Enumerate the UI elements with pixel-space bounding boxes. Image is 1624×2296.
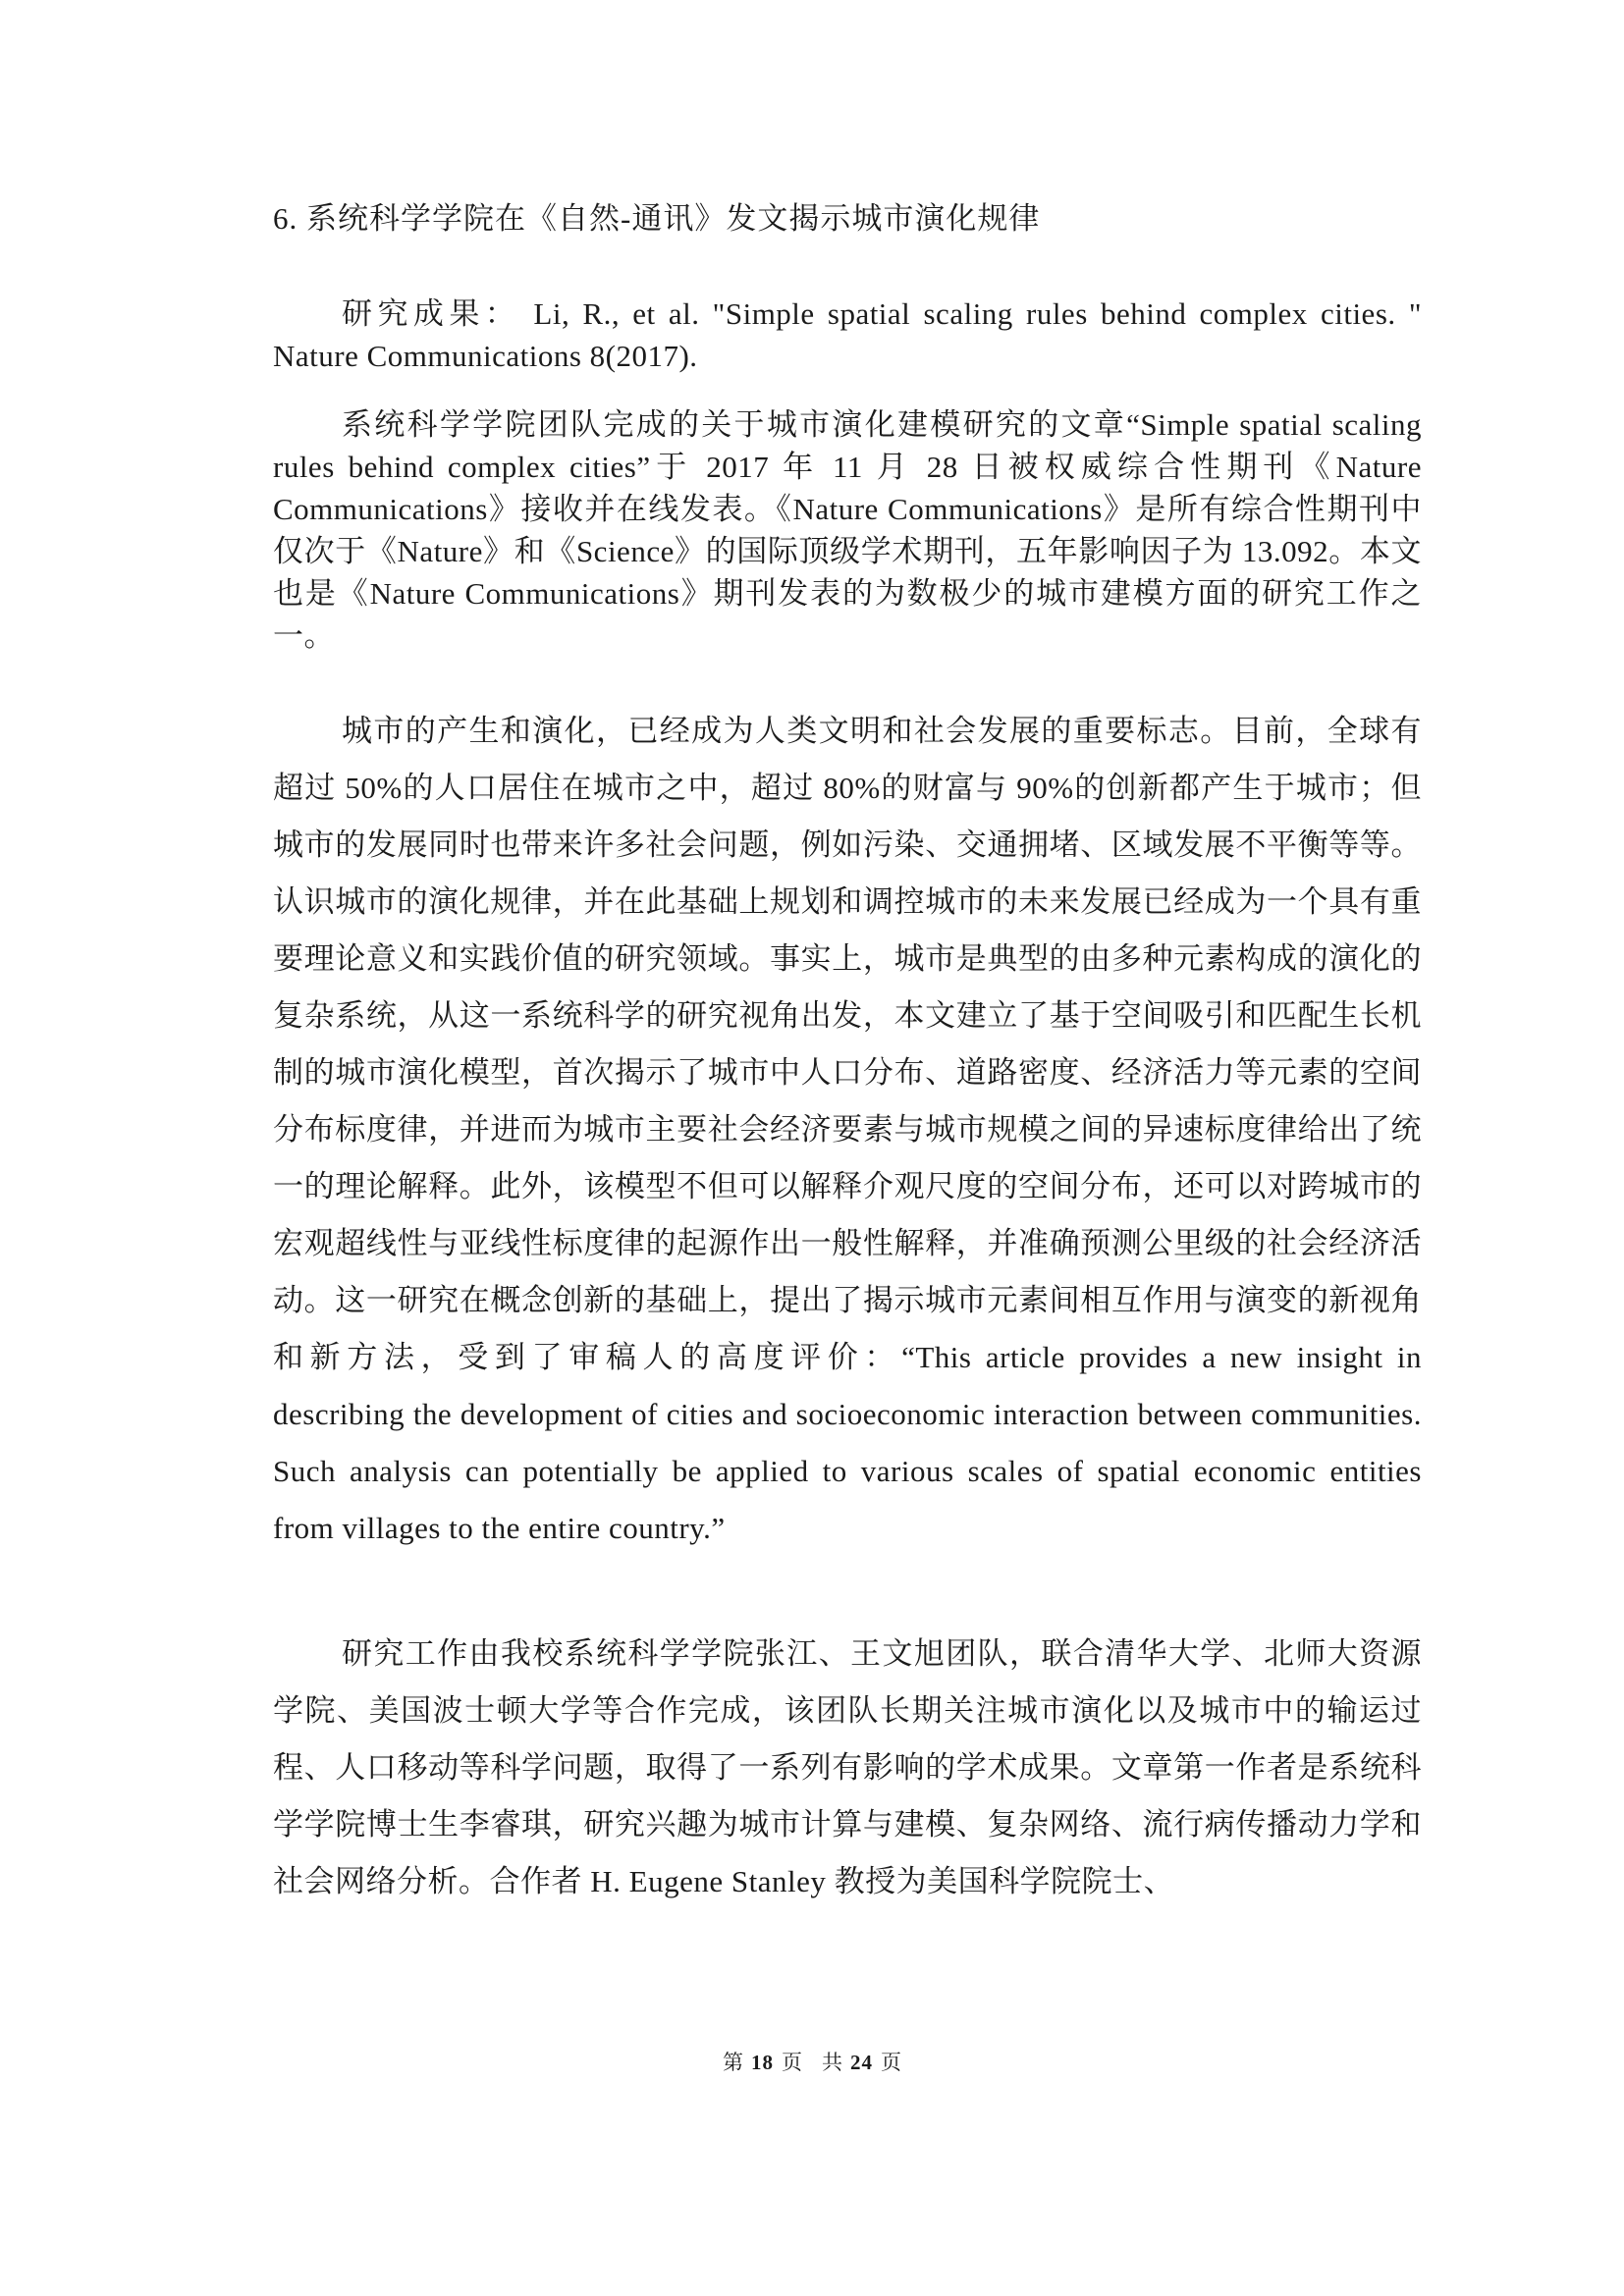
paragraph-citation: 研究成果： Li, R., et al. "Simple spatial scaling rules behind complex cities. " Nature Communications 8(2017). — [273, 296, 1422, 373]
paragraph-research-summary: 城市的产生和演化，已经成为人类文明和社会发展的重要标志。目前，全球有超过 50%的人口居住在城市之中，超过 80%的财富与 90%的创新都产生于城市；但城市的发展同时也带来许多社会问题，例如污染、交通拥堵、区域发展不平衡等等。认识城市的演化规律，并在此基础上规划和调控城市的未来发展已经成为一个具有重要理论意义和实践价值的研究领域。事实上，城市是典型的由多种元素构成的演化的复杂系统，从这一系统科学的研究视角出发，本文建立了基于空间吸引和匹配生长机制的城市演化模型，首次揭示了城市中人口分布、道路密度、经济活力等元素的空间分布标度律，并进而为城市主要社会经济要素与城市规模之间的异速标度律给出了统一的理论解释。此外，该模型不但可以解释介观尺度的空间分布，还可以对跨城市的宏观超线性与亚线性标度律的起源作出一般性解释，并准确预测公里级的社会经济活动。这一研究在概念创新的基础上，提出了揭示城市元素间相互作用与演变的新视角和新方法，受到了审稿人的高度评价：“This article provides a new insight in describing the development of cities and socioeconomic interaction between communities. Such analysis can potentially be applied to various scales of spatial economic entities from villages to the entire country.” — [273, 714, 1422, 1545]
footer-label-gong: 共 — [822, 2051, 842, 2074]
footer-label-di: 第 — [723, 2051, 743, 2074]
footer-label-ye-1: 页 — [782, 2051, 802, 2074]
paragraph-team-info: 研究工作由我校系统科学学院张江、王文旭团队，联合清华大学、北师大资源学院、美国波士顿大学等合作完成，该团队长期关注城市演化以及城市中的输运过程、人口移动等科学问题，取得了一系列有影响的学术成果。文章第一作者是系统科学学院博士生李睿琪，研究兴趣为城市计算与建模、复杂网络、流行病传播动力学和社会网络分析。合作者 H. Eugene Stanley 教授为美国科学院院士、 — [273, 1636, 1422, 1898]
section-heading: 6. 系统科学学院在《自然-通讯》发文揭示城市演化规律 — [273, 201, 1041, 236]
total-page-number: 24 — [850, 2051, 873, 2074]
footer-label-ye-2: 页 — [881, 2051, 901, 2074]
current-page-number: 18 — [751, 2051, 774, 2074]
page-footer — [0, 2050, 1624, 2075]
paragraph-publication-info: 系统科学学院团队完成的关于城市演化建模研究的文章“Simple spatial scaling rules behind complex cities”于 2017 年 11 月 28 日被权威综合性期刊《Nature Communications》接收并在线发表。《Nature Communications》是所有综合性期刊中仅次于《Nature》和《Science》的国际顶级学术期刊，五年影响因子为 13.092。本文也是《Nature Communications》期刊发表的为数极少的城市建模方面的研究工作之一。 — [273, 407, 1422, 653]
